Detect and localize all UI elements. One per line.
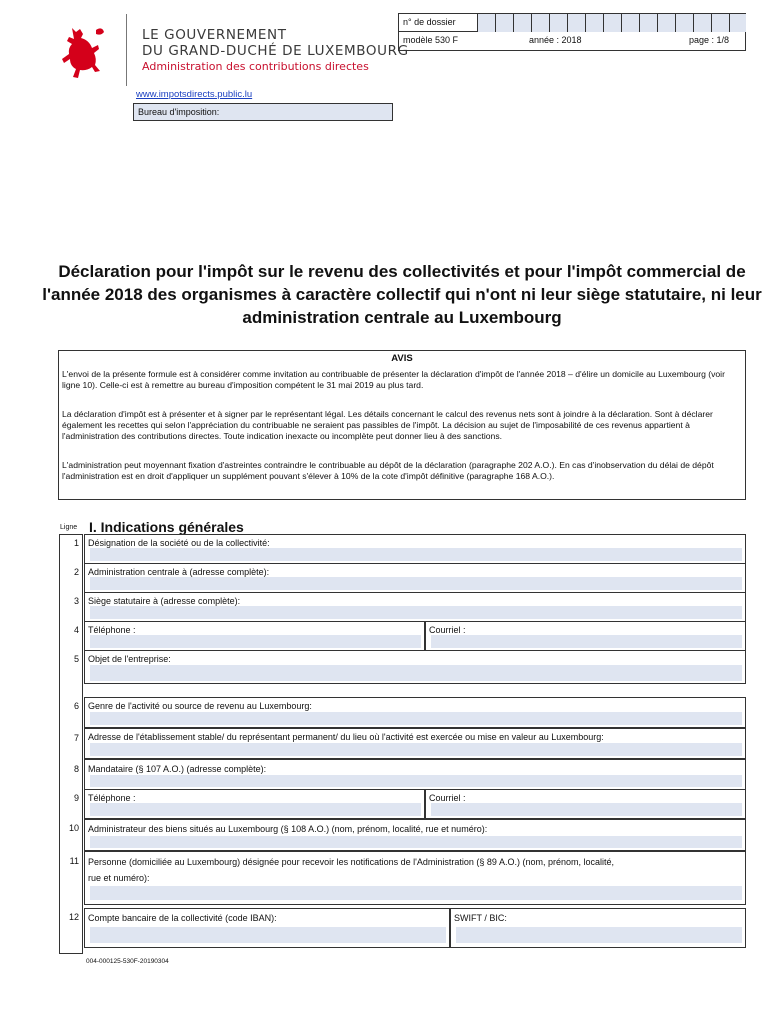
etablissement-input[interactable] [90, 743, 742, 756]
dossier-digit-field[interactable] [711, 14, 729, 32]
field-label: Compte bancaire de la collectivité (code IBAN): [88, 913, 277, 923]
courriel-input[interactable] [431, 635, 742, 648]
line-6-genre-activite [84, 697, 746, 728]
field-label: Personne (domiciliée au Luxembourg) désignée pour recevoir les notifications de l'Administration (§ 89 A.O.) (nom, prénom, localité, [88, 857, 614, 867]
field-label: Téléphone : [88, 625, 136, 635]
line-number: 10 [68, 823, 79, 833]
line-number: 1 [73, 538, 79, 548]
siege-statutaire-input[interactable] [90, 606, 742, 619]
website-link[interactable]: www.impotsdirects.public.lu [136, 89, 253, 100]
dossier-digit-field[interactable] [585, 14, 603, 32]
line-number: 12 [68, 912, 79, 922]
field-label: SWIFT / BIC: [454, 913, 507, 923]
line-12-swift-bic [450, 908, 746, 948]
field-label: Désignation de la société ou de la collectivité: [88, 538, 270, 548]
courriel-input[interactable] [431, 803, 742, 816]
form-reference-code: 004-000125-530F-20190304 [86, 958, 169, 965]
luxembourg-lion-logo [58, 22, 108, 80]
line-4-telephone [84, 621, 425, 651]
field-label: Administrateur des biens situés au Luxembourg (§ 108 A.O.) (nom, prénom, localité, rue et numéro): [88, 824, 488, 834]
avis-paragraph: L'administration peut moyennant fixation d'astreintes contraindre le contribuable au dépôt de la déclaration (paragraphe 202 A.O.). En cas d'inobservation du délai de dépôt l'administration est en droit d'appliquer un supplément pouvant s'élever à 10% de la cote d'impôt définitive (paragraphe 168 A.O.). [62, 460, 714, 481]
administration-centrale-input[interactable] [90, 577, 742, 590]
telephone-input[interactable] [90, 635, 421, 648]
dossier-digit-field[interactable] [513, 14, 531, 32]
line-9-courriel [425, 789, 746, 819]
avis-heading: AVIS [391, 353, 413, 364]
line-number: 11 [69, 856, 79, 866]
line-10-administrateur [84, 819, 746, 851]
line-7-etablissement-stable [84, 728, 746, 759]
dossier-box [398, 13, 746, 51]
dossier-digit-field[interactable] [621, 14, 639, 32]
line-9-telephone [84, 789, 425, 819]
dossier-digit-field[interactable] [729, 14, 746, 32]
field-label-continuation: rue et numéro): [88, 873, 150, 883]
line-number: 9 [73, 793, 79, 803]
avis-notice [58, 350, 746, 500]
line-1-designation [84, 534, 746, 564]
dossier-digit-field[interactable] [639, 14, 657, 32]
ligne-column-header: Ligne [60, 524, 78, 531]
line-number: 5 [73, 654, 79, 664]
line-number: 6 [73, 701, 79, 711]
field-label: Administration centrale à (adresse complète): [88, 567, 270, 577]
field-label: Courriel : [429, 793, 466, 803]
field-label: Téléphone : [88, 793, 136, 803]
government-name-line1: LE GOUVERNEMENT [142, 27, 287, 43]
government-name-line2: DU GRAND-DUCHÉ DE LUXEMBOURG [142, 43, 409, 59]
administrateur-input[interactable] [90, 836, 742, 848]
avis-paragraph: La déclaration d'impôt est à présenter et à signer par le représentant légal. Les détails concernant le calcul des revenus nets sont à joindre à la déclaration. Sont à déclarer également les recettes qui selon l'appréciation du contribuable ne seraient pas passibles de l'impôt. La décision au sujet de l'imposabilité de ces revenus appartient à l'administration des contributions directes. Toute indication inexacte ou incomplète peut donner lieu à des sanctions. [62, 409, 713, 441]
dossier-number-row [399, 14, 745, 32]
line-number: 2 [73, 567, 79, 577]
dossier-digit-field[interactable] [693, 14, 711, 32]
dossier-digit-field[interactable] [657, 14, 675, 32]
telephone-input[interactable] [90, 803, 421, 816]
objet-input[interactable] [90, 665, 742, 681]
field-label: Adresse de l'établissement stable/ du représentant permanent/ du lieu où l'activité est exercée ou mise en valeur au Luxembourg: [88, 732, 604, 742]
line-11-personne-notifications [84, 851, 746, 905]
field-label: Courriel : [429, 625, 466, 635]
dossier-digit-field[interactable] [495, 14, 513, 32]
modele-text: modèle 530 F [403, 35, 459, 45]
line-4-courriel [425, 621, 746, 651]
dossier-digit-field[interactable] [567, 14, 585, 32]
bureau-imposition-label: Bureau d'imposition: [138, 107, 220, 117]
dossier-digit-field[interactable] [531, 14, 549, 32]
dossier-digit-field[interactable] [675, 14, 693, 32]
personne-notifications-input[interactable] [90, 886, 742, 900]
mandataire-input[interactable] [90, 775, 742, 787]
line-3-siege-statutaire [84, 592, 746, 622]
avis-paragraph: L'envoi de la présente formule est à considérer comme invitation au contribuable de présenter la déclaration d'impôt de l'année 2018 – d'élire un domicile au Luxembourg (voir ligne 10). Celle-ci est à remettre au bureau d'imposition compétent le 31 mai 2019 au plus tard. [62, 369, 725, 390]
field-label: Siège statutaire à (adresse complète): [88, 596, 241, 606]
field-label: Genre de l'activité ou source de revenu au Luxembourg: [88, 701, 312, 711]
dossier-digit-field[interactable] [603, 14, 621, 32]
page-number: page : 1/8 [689, 35, 730, 45]
field-label: Objet de l'entreprise: [88, 654, 171, 664]
line-number: 4 [73, 625, 79, 635]
line-number: 3 [73, 596, 79, 606]
bureau-imposition-field[interactable] [133, 103, 393, 121]
form-title: Déclaration pour l'impôt sur le revenu des collectivités et pour l'impôt commercial de l'année 2018 des organismes à caractère collectif qui n'ont ni leur siège statutaire, ni leur administration centrale au Luxembourg [42, 262, 762, 327]
line-2-administration-centrale [84, 563, 746, 593]
dossier-digit-field[interactable] [549, 14, 567, 32]
designation-input[interactable] [90, 548, 742, 561]
swift-bic-input[interactable] [456, 927, 742, 943]
dossier-label: n° de dossier [403, 17, 456, 27]
administration-name: Administration des contributions directes [142, 60, 369, 73]
line-8-mandataire [84, 759, 746, 790]
header-separator [126, 14, 127, 86]
annee-text: année : 2018 [529, 35, 582, 45]
dossier-digit-field[interactable] [477, 14, 495, 32]
line-12-iban [84, 908, 450, 948]
line-5-objet [84, 650, 746, 684]
field-label: Mandataire (§ 107 A.O.) (adresse complète): [88, 764, 267, 774]
iban-input[interactable] [90, 927, 446, 943]
genre-activite-input[interactable] [90, 712, 742, 725]
section-title: I. Indications générales [89, 519, 244, 535]
line-number: 7 [73, 733, 79, 743]
line-number: 8 [73, 764, 79, 774]
